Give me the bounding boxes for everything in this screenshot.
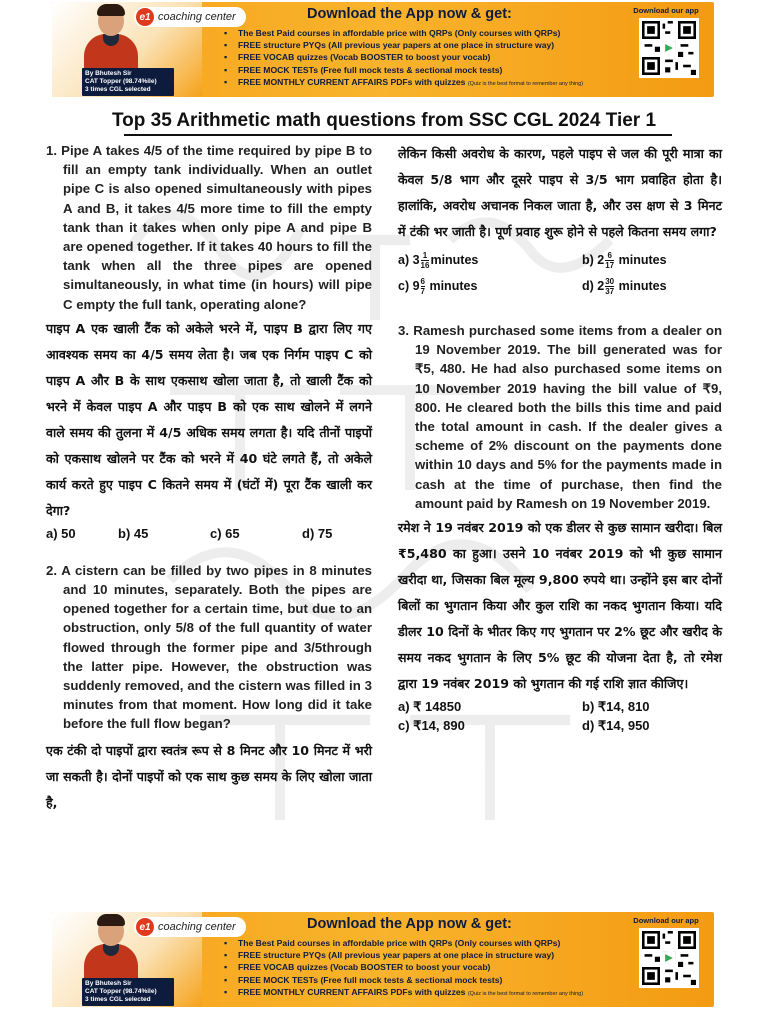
option-b[interactable]: b) 2 $\frac{6}{17}$ minutes <box>582 251 667 271</box>
app-download-qr[interactable] <box>628 6 704 78</box>
promo-banner-bottom[interactable] <box>52 912 714 1007</box>
option-d[interactable]: d) 2 $\frac{30}{37}$ minutes <box>582 277 667 297</box>
question-2-hindi-continued: लेकिन किसी अवरोध के कारण, पहले पाइप से जल की पूरी मात्रा का केवल 5/8 भाग और दूसरे पाइप से 3/5 भाग प्रवाहित होता है। हालांकि, अवरोध अचानक निकल जाता है, और उस क्षण से 3 मिनट में टंकी भर जाती है। पूर्ण प्रवाह शुरू होने से पहले कितना समय लगा? <box>398 146 722 239</box>
banner-heading: Download the App now & get: <box>307 6 512 22</box>
qr-code-icon[interactable] <box>639 18 699 78</box>
question-2-options <box>398 247 722 299</box>
promo-banner-top[interactable] <box>52 2 714 97</box>
brand-logo <box>134 917 246 937</box>
banner-benefits-list <box>224 27 604 90</box>
question-1-options <box>46 526 372 541</box>
option-d[interactable]: d) 75 <box>302 525 333 541</box>
logo-badge-icon: e1 <box>136 8 154 26</box>
question-1-english: 1. Pipe A takes 4/5 of the time required by pipe B to fill an empty tank individually. When an outlet pipe C is also opened simultaneously with pipes A and B, it takes 4/5 more time to fill the empty tank than it takes when only pipe A and pipe B are opened together. If it takes 40 hours to fill the tank when all the three pipes are opened simultaneously, in what time (in hours) will pipe C empty the full tank, operating alone? <box>46 143 372 312</box>
brand-logo <box>134 7 246 27</box>
app-download-qr[interactable] <box>628 916 704 988</box>
presenter-caption <box>82 68 174 96</box>
benefit-item: ▪ FREE VOCAB quizzes (Vocab BOOSTER to boost your vocab) <box>224 51 604 63</box>
page-title: Top 35 Arithmetic math questions from SSC CGL 2024 Tier 1 <box>111 110 657 131</box>
title-underline <box>124 134 672 136</box>
right-column <box>398 141 722 735</box>
question-2-english: 2. A cistern can be filled by two pipes in 8 minutes and 10 minutes, separately. Both the pipes are opened together for a certain time, but due to an obstruction, only 5/8 of the full quantity of water flowed through the former pipe and 3/5through the latter pipe. However, the obstruction was suddenly removed, and the cistern was filled in 3 minutes from that moment. How long did it take before the full flow began? <box>46 562 372 732</box>
benefit-item: ▪ The Best Paid courses in affordable price with QRPs (Only courses with QRPs) <box>224 937 604 949</box>
qr-code-icon[interactable] <box>639 928 699 988</box>
question-3-english: 3. Ramesh purchased some items from a dealer on 19 November 2019. The bill generated was for ₹5, 480. He had also purchased some items on 10 November 2019 having the bill value of ₹9, 800. He cleared both the bills this time and paid the total amount in cash. If the dealer gives a scheme of 2% discount on the payments done within 10 days and 5% for the payments made in cash at the time of purchase, then find the amount paid by Ramesh on 19 November 2019. <box>398 323 722 511</box>
option-b[interactable]: b) ₹14, 810 <box>582 699 650 715</box>
benefit-item: ▪ FREE structure PYQs (All previous year papers at one place in structure way) <box>224 949 604 961</box>
benefit-item: ▪ FREE structure PYQs (All previous year papers at one place in structure way) <box>224 39 604 51</box>
banner-heading: Download the App now & get: <box>307 916 512 932</box>
banner-benefits-list <box>224 937 604 1000</box>
qr-label: Download our app <box>633 916 699 925</box>
logo-text: coaching center <box>158 11 236 23</box>
presenter-caption <box>82 978 174 1006</box>
presenter-selection: 3 times CGL selected <box>85 996 151 1003</box>
benefit-item: ▪ FREE MONTHLY CURRENT AFFAIRS PDFs with quizzes (Quiz is the best format to remember any thing) <box>224 76 604 90</box>
option-a[interactable]: a) 3 $\frac{1}{16}$ minutes <box>398 251 479 271</box>
option-c[interactable]: c) 9 $\frac{6}{7}$ minutes <box>398 277 478 297</box>
presenter-avatar <box>82 916 140 986</box>
qr-label: Download our app <box>633 6 699 15</box>
option-a[interactable]: a) 50 <box>46 525 76 541</box>
presenter-selection: 3 times CGL selected <box>85 86 151 93</box>
logo-badge-icon: e1 <box>136 918 154 936</box>
benefit-item: ▪ FREE MOCK TESTs (Free full mock tests & sectional mock tests) <box>224 974 604 986</box>
benefit-item: ▪ FREE VOCAB quizzes (Vocab BOOSTER to boost your vocab) <box>224 961 604 973</box>
option-a[interactable]: a) ₹ 14850 <box>398 699 462 715</box>
presenter-name: By Bhutesh Sir <box>85 70 132 77</box>
benefit-note: (Quiz is the best format to remember any thing) <box>467 990 584 997</box>
question-2-hindi: एक टंकी दो पाइपों द्वारा स्वतंत्र रूप से 8 मिनट और 10 मिनट में भरी जा सकती है। दोनों पाइपों को एक साथ कुछ समय के लिए खोला जाता है, <box>46 742 372 810</box>
option-d[interactable]: d) ₹14, 950 <box>582 718 650 734</box>
benefit-item: ▪ FREE MOCK TESTs (Free full mock tests & sectional mock tests) <box>224 64 604 76</box>
logo-text: coaching center <box>158 921 236 933</box>
presenter-credential: CAT Topper (98.74%ile) <box>85 78 157 85</box>
presenter-name: By Bhutesh Sir <box>85 980 132 987</box>
option-b[interactable]: b) 45 <box>118 525 149 541</box>
option-c[interactable]: c) ₹14, 890 <box>398 718 465 734</box>
question-1-hindi: पाइप A एक खाली टैंक को अकेले भरने में, पाइप B द्वारा लिए गए आवश्यक समय का 4/5 समय लेता है। जब एक निर्गम पाइप C को पाइप A और B के साथ एकसाथ खोला जाता है, तो खाली टैंक को भरने में केवल पाइप A और पाइप B को एक साथ खोलने में लगने वाले समय की तुलना में 4/5 अधिक समय लगता है। यदि तीनों पाइपों को एकसाथ खोलने पर टैंक को भरने में 40 घंटे लगते हैं, तो अकेले कार्य करते हुए पाइप C कितने समय में (घंटों में) पूरा टैंक खाली कर देगा? <box>46 320 372 518</box>
option-c[interactable]: c) 65 <box>210 525 240 541</box>
benefit-item: ▪ FREE MONTHLY CURRENT AFFAIRS PDFs with quizzes (Quiz is the best format to remember any thing) <box>224 986 604 1000</box>
presenter-avatar <box>82 6 140 76</box>
left-column <box>46 141 372 816</box>
question-3-options <box>398 697 722 735</box>
benefit-note: (Quiz is the best format to remember any thing) <box>467 80 584 87</box>
presenter-credential: CAT Topper (98.74%ile) <box>85 988 157 995</box>
benefit-item: ▪ The Best Paid courses in affordable price with QRPs (Only courses with QRPs) <box>224 27 604 39</box>
question-3-hindi: रमेश ने 19 नवंबर 2019 को एक डीलर से कुछ सामान खरीदा। बिल ₹5,480 का हुआ। उसने 10 नवंबर 2019 को भी कुछ सामान खरीदा था, जिसका बिल मूल्य 9,800 रुपये था। उन्होंने इस बार दोनों बिलों का भुगतान किया और कुल राशि का नकद भुगतान किया। यदि डीलर 10 दिनों के भीतर किए गए भुगतान पर 2% छूट और खरीद के समय नकद भुगतान के लिए 5% छूट की योजना देता है, तो रमेश द्वारा 19 नवंबर 2019 को भुगतान की गई राशि ज्ञात कीजिए। <box>398 520 722 692</box>
